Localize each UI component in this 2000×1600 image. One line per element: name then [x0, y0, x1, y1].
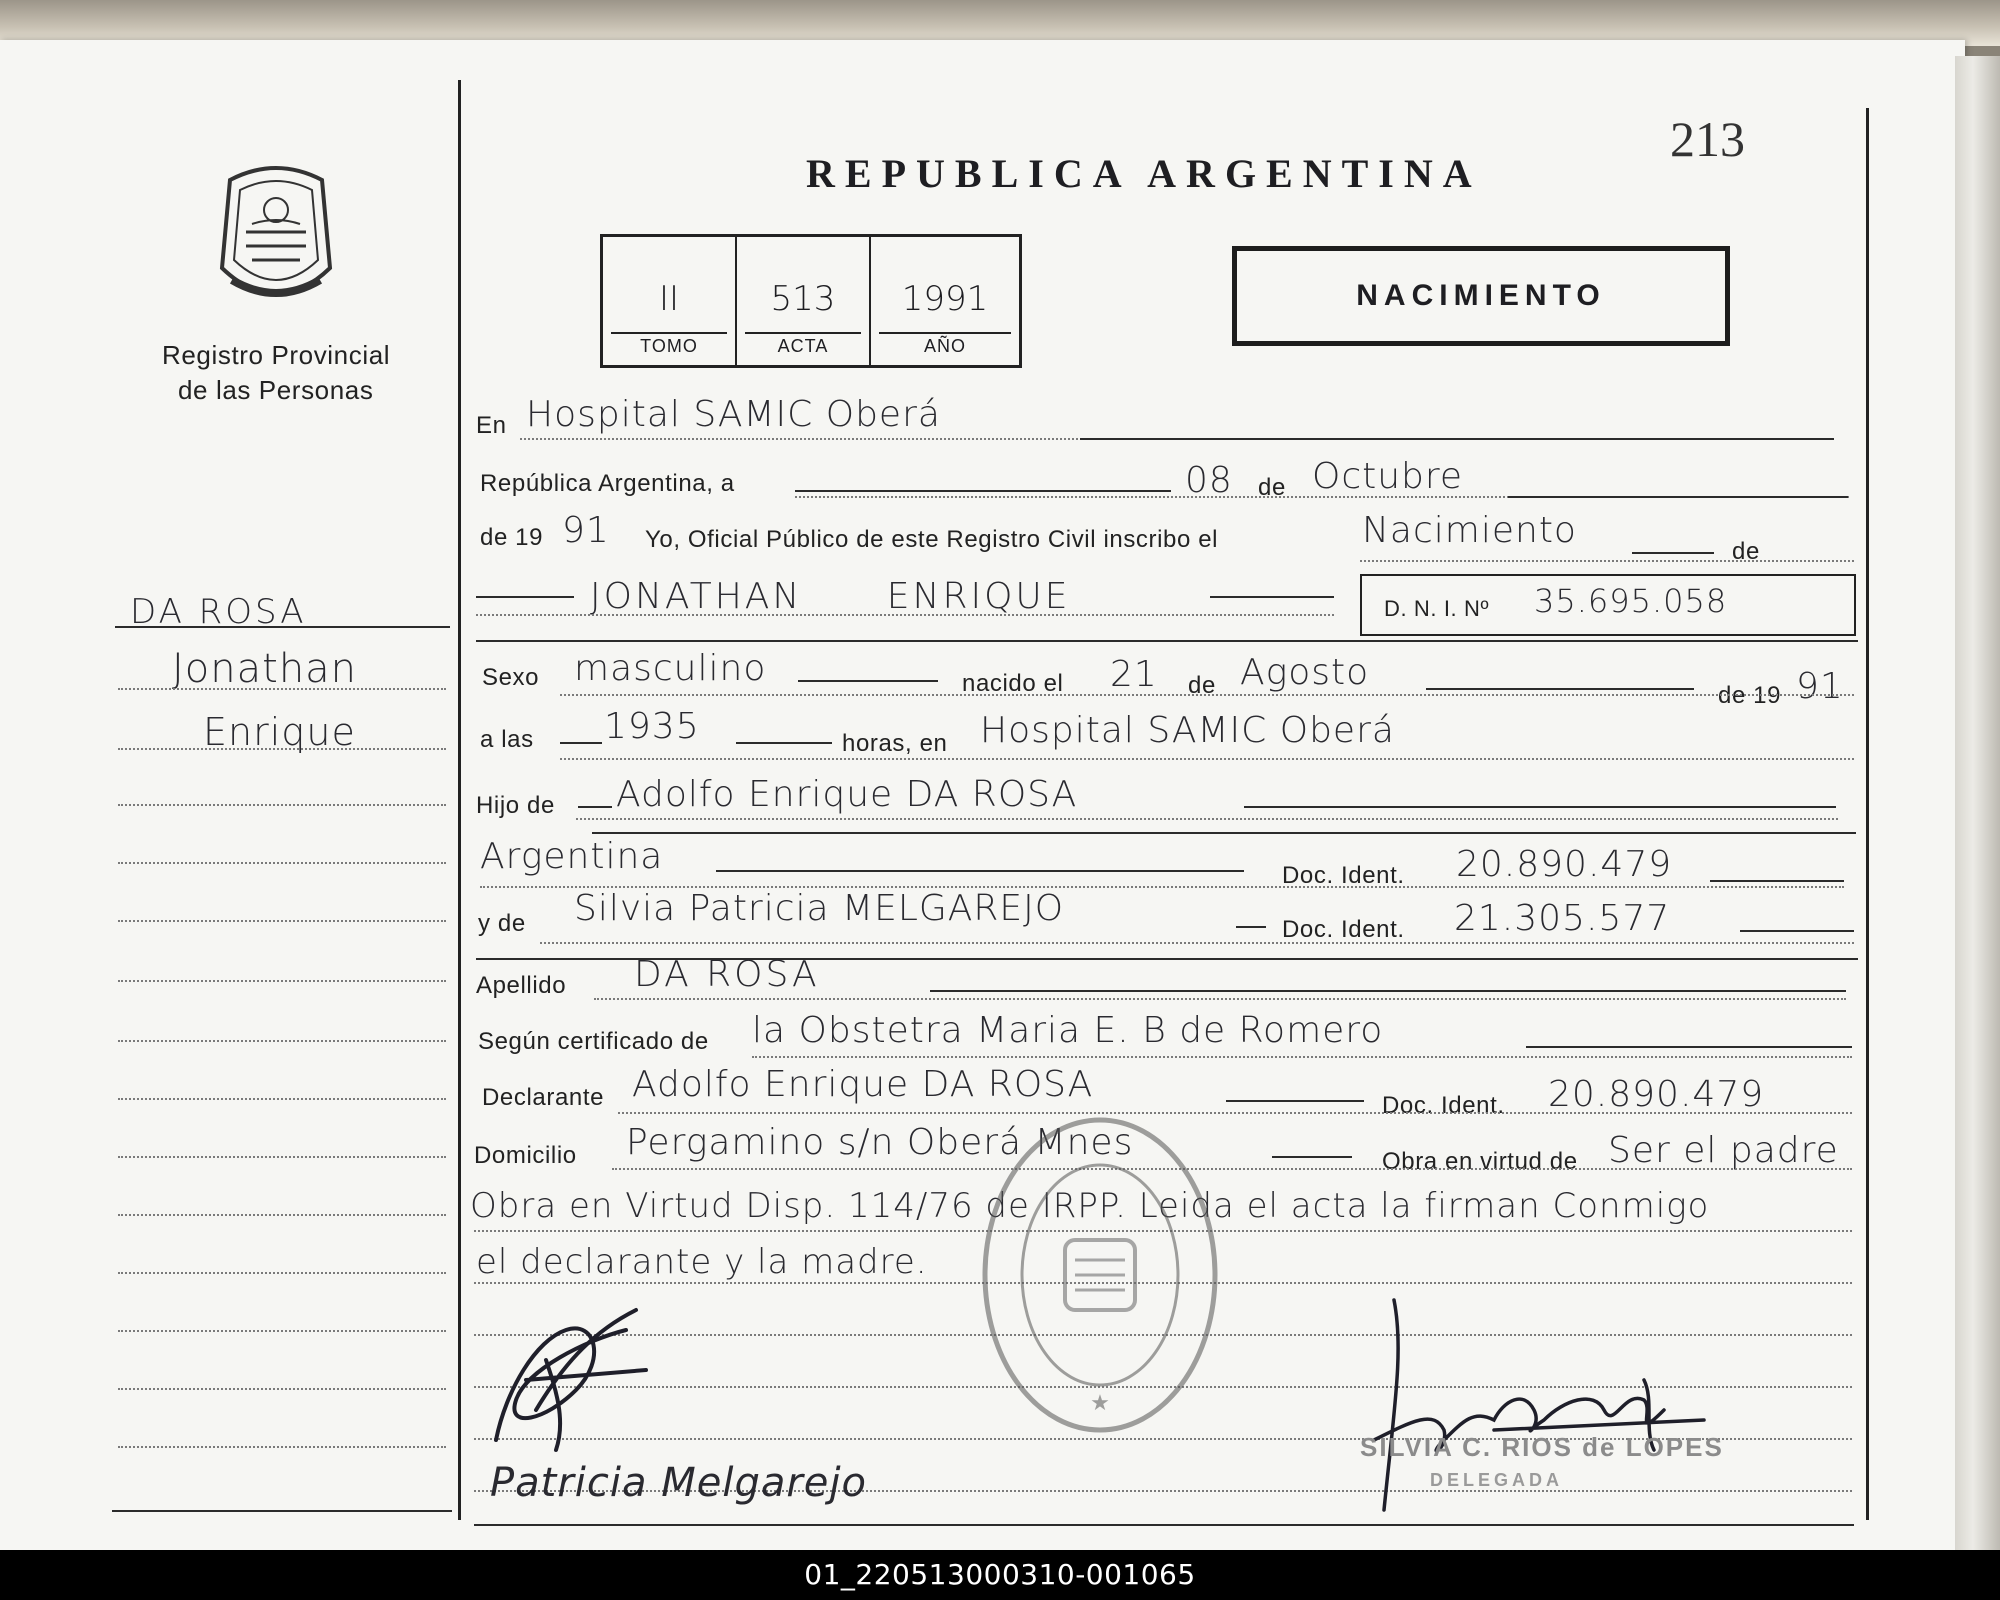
child-name-lead-rule: [476, 596, 574, 598]
surname-line: [594, 998, 1846, 1000]
margin-line: [118, 1388, 446, 1390]
time-line: [560, 758, 1854, 760]
acta-value: 513: [770, 279, 836, 319]
anio-value: 1991: [901, 279, 989, 319]
acta-label: ACTA: [745, 332, 861, 357]
birth-year-prefix: de 19: [1718, 682, 1782, 709]
mother-name: Silvia Patricia MELGAREJO: [574, 888, 1065, 929]
apellido-label: Apellido: [476, 972, 567, 999]
note-line1: Obra en Virtud Disp. 114/76 de IRPP. Leida el acta la firman Conmigo: [470, 1186, 1710, 1226]
margin-line: [118, 1040, 446, 1042]
y-de-label: y de: [478, 910, 526, 937]
father-doc: 20.890.479: [1456, 844, 1673, 885]
margin-bottom-rule: [112, 1510, 452, 1512]
declarant-rule: [1226, 1100, 1364, 1102]
father-nationality: Argentina: [480, 836, 664, 877]
birth-day: 21: [1110, 654, 1158, 695]
dni-value: 35.695.058: [1534, 582, 1728, 620]
date-month: Octubre: [1312, 456, 1464, 497]
time-trail-rule: [736, 742, 832, 744]
father-doc-rule: [1710, 880, 1844, 882]
mother-doc: 21.305.577: [1454, 898, 1671, 939]
declarant-doc: 20.890.479: [1548, 1074, 1765, 1115]
address-rule: [1272, 1156, 1352, 1158]
child-name-trail-rule: [1210, 596, 1334, 598]
father-lead-rule: [578, 806, 612, 808]
father-doc-label: Doc. Ident.: [1282, 862, 1405, 889]
date-de-label: de: [1258, 474, 1286, 501]
address-value: Pergamino s/n Oberá Mnes: [626, 1122, 1134, 1163]
margin-surname: DA ROSA: [130, 592, 307, 632]
margin-line: [118, 862, 446, 864]
mother-doc-label: Doc. Ident.: [1282, 916, 1405, 943]
registry-stamp-icon: [975, 1110, 1225, 1440]
certificate-rule: [1526, 1046, 1852, 1048]
yo-label: Yo, Oficial Público de este Registro Civil inscribo el: [645, 526, 1219, 553]
mother-name-rule: [1236, 926, 1266, 928]
act-de-label: de: [1732, 538, 1760, 565]
surname-value: DA ROSA: [634, 954, 820, 995]
country-title: REPUBLICA ARGENTINA: [806, 151, 1482, 196]
mother-signature-mark: [476, 1300, 656, 1460]
surname-rule: [930, 990, 1846, 992]
note-line2: el declarante y la madre.: [476, 1242, 928, 1282]
anio-cell: [871, 237, 1019, 365]
child-name-line: [476, 614, 1334, 616]
margin-middle-name: Enrique: [203, 710, 356, 754]
birth-month: Agosto: [1240, 652, 1370, 693]
obra-label: Obra en virtud de: [1382, 1148, 1578, 1175]
margin-line: [118, 920, 446, 922]
image-id-bar: 01_220513000310-001065: [0, 1550, 2000, 1600]
place-value: Hospital SAMIC Oberá: [526, 394, 941, 435]
tomo-label: TOMO: [611, 332, 727, 357]
officer-stamp-line2: DELEGADA: [1430, 1470, 1564, 1490]
margin-line: [118, 748, 446, 750]
child-name: JONATHAN ENRIQUE: [590, 576, 1071, 617]
republica-label: República Argentina, a: [480, 470, 735, 497]
father-underline: [592, 832, 1856, 834]
mother-doc-rule: [1740, 930, 1854, 932]
margin-line: [118, 804, 446, 806]
en-label: En: [476, 412, 507, 439]
time-lead-rule: [560, 742, 602, 744]
sexo-label: Sexo: [482, 664, 540, 691]
date-lead-rule: [795, 490, 1171, 492]
declarant-doc-label: Doc. Ident.: [1382, 1092, 1505, 1119]
birth-time: 1935: [604, 706, 700, 747]
sex-rule: [798, 680, 938, 682]
hijo-label: Hijo de: [476, 792, 555, 819]
margin-column-rule: [458, 80, 461, 1520]
declarant-line: [618, 1112, 1852, 1114]
act-rule: [1632, 552, 1714, 554]
sex-line: [560, 694, 1854, 696]
act-line: [1360, 560, 1854, 562]
registry-name-line1: Registro Provincial: [162, 340, 391, 370]
svg-text:★: ★: [1090, 1391, 1110, 1416]
place-rule: [1080, 438, 1834, 440]
record-type-box: NACIMIENTO: [1232, 246, 1730, 346]
declarante-label: Declarante: [482, 1084, 605, 1111]
margin-line: [118, 1156, 446, 1158]
officer-signature-mark: [1354, 1290, 1714, 1540]
address-line: [612, 1168, 1852, 1170]
birth-de-label: de: [1188, 672, 1216, 699]
officer-stamp-line1: SILVIA C. RIOS de LOPES: [1360, 1432, 1724, 1462]
birth-month-rule: [1426, 688, 1694, 690]
year-suffix: 91: [562, 510, 610, 551]
tomo-cell: [603, 237, 737, 365]
right-column-rule: [1866, 108, 1869, 1520]
registry-name-line2: de las Personas: [178, 375, 374, 405]
margin-line: [118, 1214, 446, 1216]
margin-line: [118, 1272, 446, 1274]
anio-label: AÑO: [879, 332, 1011, 357]
folio-number: 213: [1670, 111, 1745, 167]
tomo-value: II: [658, 279, 680, 319]
birth-year-suffix: 91: [1796, 666, 1844, 707]
father-name: Adolfo Enrique DA ROSA: [616, 774, 1078, 815]
a-las-label: a las: [480, 726, 534, 753]
margin-line: [118, 1330, 446, 1332]
record-number-box: [600, 234, 1022, 368]
nationality-rule: [716, 870, 1244, 872]
margin-line: [118, 980, 446, 982]
acta-cell: [737, 237, 871, 365]
domicilio-label: Domicilio: [474, 1142, 577, 1169]
certificate-line: [752, 1056, 1852, 1058]
date-day: 08: [1185, 460, 1233, 501]
margin-first-name: Jonathan: [172, 646, 358, 692]
margin-line: [118, 688, 446, 690]
nacido-label: nacido el: [962, 670, 1064, 697]
dni-label: D. N. I. Nº: [1384, 596, 1490, 621]
declarant-value: Adolfo Enrique DA ROSA: [632, 1064, 1094, 1105]
certificado-label: Según certificado de: [478, 1028, 709, 1055]
act-value: Nacimiento: [1362, 510, 1577, 551]
birth-place: Hospital SAMIC Oberá: [980, 710, 1395, 751]
certificate-value: la Obstetra Maria E. B de Romero: [752, 1010, 1384, 1051]
margin-surname-rule: [115, 626, 450, 628]
sex-value: masculino: [574, 648, 767, 689]
father-line: [576, 818, 1838, 820]
date-trail-rule: [1508, 496, 1848, 498]
margin-line: [118, 1446, 446, 1448]
horas-label: horas, en: [842, 730, 948, 757]
year-prefix-label: de 19: [480, 524, 544, 551]
margin-line: [118, 1098, 446, 1100]
page-edge: [1955, 56, 2000, 1550]
misiones-coat-of-arms-icon: [212, 160, 340, 310]
father-trail-rule: [1244, 806, 1836, 808]
mother-line: [540, 942, 1854, 944]
obra-value: Ser el padre: [1608, 1130, 1839, 1171]
mother-signature-name: Patricia Melgarejo: [490, 1460, 867, 1506]
section-rule-1: [476, 640, 1858, 642]
